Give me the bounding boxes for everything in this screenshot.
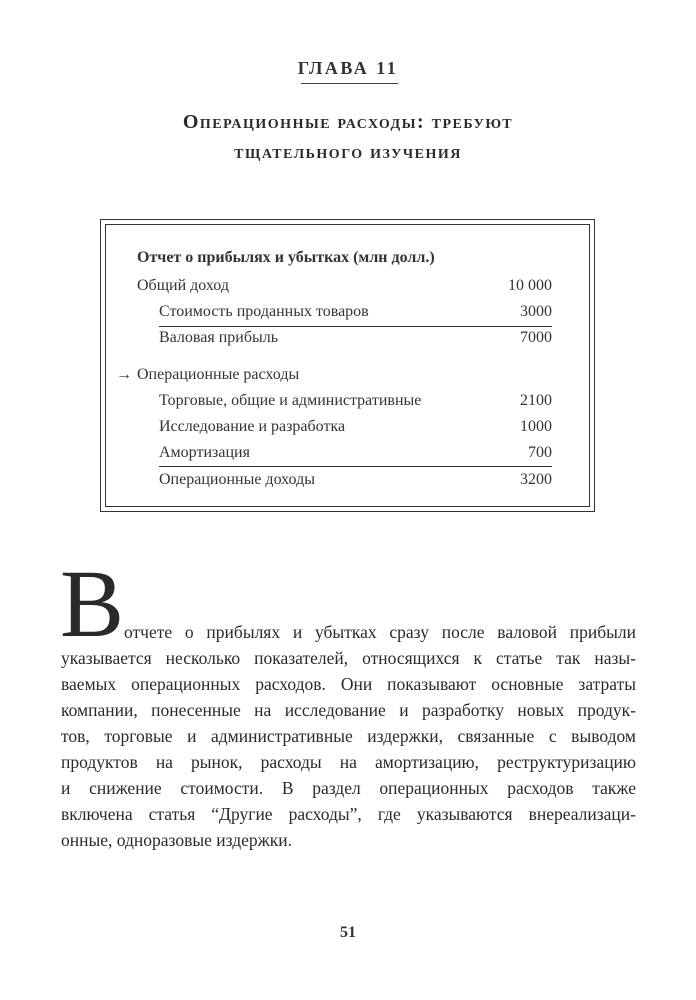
table-row — [137, 303, 552, 325]
income-statement-inner-frame — [105, 224, 590, 507]
row-value: 10 000 — [508, 277, 552, 294]
title-line: Операционные расходы: требуют — [182, 111, 514, 133]
row-value: 2100 — [520, 392, 552, 409]
row-value: 700 — [528, 444, 552, 461]
table-row — [137, 471, 552, 493]
body-line: тов, торговые и административные издержки, связанные с выводом — [61, 726, 636, 746]
chapter-title — [0, 107, 696, 167]
title-line: тщательного изучения — [234, 141, 462, 163]
body-line: ваемых операционных расходов. Они показывают основные затраты — [61, 674, 636, 694]
row-label: Торговые, общие и административные — [159, 392, 422, 409]
row-label: Стоимость проданных товаров — [159, 303, 369, 320]
table-row — [116, 366, 552, 388]
table-divider — [159, 466, 552, 467]
table-row — [137, 444, 552, 466]
body-line: включена статья “Другие расходы”, где указываются внереализаци- — [61, 804, 636, 824]
page-number: 51 — [340, 924, 356, 941]
income-statement-table — [106, 225, 589, 506]
row-value: 3200 — [520, 471, 552, 488]
table-row — [137, 392, 552, 414]
income-statement-box — [100, 219, 595, 512]
row-value: 3000 — [520, 303, 552, 320]
row-label: Амортизация — [159, 444, 250, 461]
chapter-underline — [301, 83, 398, 84]
drop-cap: В — [60, 550, 125, 657]
arrow-icon: → — [116, 366, 132, 383]
row-label: Общий доход — [137, 277, 229, 294]
row-label: Операционные расходы — [137, 366, 300, 383]
table-heading: Отчет о прибылях и убытках (млн долл.) — [137, 249, 435, 266]
chapter-label: ГЛАВА 11 — [297, 58, 399, 78]
body-line: и снижение стоимости. В раздел операционных расходов также — [61, 778, 636, 798]
table-row — [137, 418, 552, 440]
row-label: Валовая прибыль — [159, 329, 278, 346]
table-row — [137, 277, 552, 299]
row-value: 7000 — [520, 329, 552, 346]
row-value: 1000 — [520, 418, 552, 435]
body-line: онные, одноразовые издержки. — [61, 830, 292, 850]
row-label: Исследование и разработка — [159, 418, 346, 435]
body-line: отчете о прибылях и убытках сразу после валовой прибыли — [124, 622, 636, 642]
table-divider — [159, 326, 552, 327]
body-line: компании, понесенные на исследование и разработку новых продук- — [61, 700, 636, 720]
table-row — [137, 329, 552, 351]
body-line: указывается несколько показателей, относящихся к статье так назы- — [61, 648, 636, 668]
body-line: продуктов на рынок, расходы на амортизацию, реструктуризацию — [61, 752, 636, 772]
row-label: Операционные доходы — [159, 471, 315, 488]
